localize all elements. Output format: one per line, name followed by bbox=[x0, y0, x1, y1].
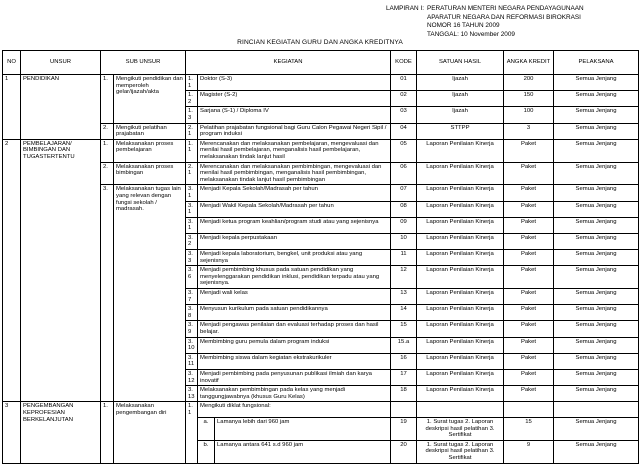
kegiatan-no: 3.6 bbox=[186, 266, 198, 289]
satuan-hasil: Laporan Penilaian Kinerja bbox=[417, 289, 504, 305]
kegiatan-no: 3.9 bbox=[186, 321, 198, 337]
pelaksana: Semua Jenjang bbox=[554, 386, 639, 402]
sub-unsur-name: Melaksanakan pengembangan diri bbox=[114, 402, 186, 463]
pelaksana: Semua Jenjang bbox=[554, 440, 639, 463]
kode: 17 bbox=[391, 369, 417, 385]
kegiatan-no: 3.10 bbox=[186, 337, 198, 353]
kegiatan-no: 3.1 bbox=[186, 201, 198, 217]
kegiatan-text: Menjadi pembimbing khusus pada satuan pendidikan yang menyelenggarakan pendidikan inklusi, pendidikan terpadu atau yang sejenisnya. bbox=[198, 266, 391, 289]
col-satuan-hasil: SATUAN HASIL bbox=[417, 51, 504, 75]
angka-kredit bbox=[504, 402, 554, 418]
document-header bbox=[386, 5, 636, 39]
kode: 01 bbox=[391, 75, 417, 91]
kegiatan-no: 3.7 bbox=[186, 289, 198, 305]
header-line-4: TANGGAL: 10 November 2009 bbox=[427, 30, 515, 38]
kegiatan-no: 3.3 bbox=[186, 250, 198, 266]
kegiatan-text: Merencanakan dan melaksanakan pembelajaran, mengevaluasi dan menilai hasil pembelajaran, menganalisis hasil pembelajaran, melaksanakan tindak lanjut hasil bbox=[198, 139, 391, 162]
satuan-hasil: Ijazah bbox=[417, 91, 504, 107]
satuan-hasil bbox=[417, 402, 504, 418]
satuan-hasil: Ijazah bbox=[417, 75, 504, 91]
kegiatan-text: Menjadi kepala laboratorium, bengkel, unit produksi atau yang sejenisnya bbox=[198, 250, 391, 266]
satuan-hasil: Laporan Penilaian Kinerja bbox=[417, 266, 504, 289]
sub-unsur-no: 3. bbox=[101, 185, 114, 402]
sub-unsur-no: 2. bbox=[101, 123, 114, 139]
angka-kredit: 15 bbox=[504, 418, 554, 441]
sub-unsur-name: Mengikuti pendidikan dan memperoleh gelar/ijazah/akta bbox=[114, 75, 186, 124]
kegiatan-text: Lamanya antara 641 s.d 960 jam bbox=[215, 440, 391, 463]
pelaksana: Semua Jenjang bbox=[554, 369, 639, 385]
satuan-hasil: Ijazah bbox=[417, 107, 504, 123]
unsur-name: PENDIDIKAN bbox=[21, 75, 101, 140]
kode: 18 bbox=[391, 386, 417, 402]
sub-unsur-name: Melaksanakan proses pembelajaran bbox=[114, 139, 186, 162]
angka-kredit: Paket bbox=[504, 369, 554, 385]
pelaksana bbox=[554, 402, 639, 418]
angka-kredit: 100 bbox=[504, 107, 554, 123]
angka-kredit: 3 bbox=[504, 123, 554, 139]
kegiatan-no: 3.13 bbox=[186, 386, 198, 402]
header-line-2: APARATUR NEGARA DAN REFORMASI BIROKRASI bbox=[427, 13, 581, 21]
kode: 14 bbox=[391, 305, 417, 321]
satuan-hasil: 1. Surat tugas 2. Laporan deskripsi hasil pelatihan 3. Sertifikat bbox=[417, 440, 504, 463]
kode: 04 bbox=[391, 123, 417, 139]
sub-unsur-no: 1. bbox=[101, 139, 114, 162]
sub-unsur-name: Melaksanakan tugas lain yang relevan dengan fungsi sekolah / madrasah. bbox=[114, 185, 186, 402]
kode: 13 bbox=[391, 289, 417, 305]
angka-kredit: Paket bbox=[504, 266, 554, 289]
kode: 08 bbox=[391, 201, 417, 217]
header-line-3: NOMOR 16 TAHUN 2009 bbox=[427, 22, 500, 30]
sub-unsur-no: 1. bbox=[101, 75, 114, 124]
kegiatan-no: 1.1 bbox=[186, 75, 198, 91]
pelaksana: Semua Jenjang bbox=[554, 139, 639, 162]
kode: 15 bbox=[391, 321, 417, 337]
satuan-hasil: Laporan Penilaian Kinerja bbox=[417, 162, 504, 185]
kegiatan-letter: b. bbox=[198, 440, 215, 463]
col-unsur: UNSUR bbox=[21, 51, 101, 75]
kegiatan-no: 3.1 bbox=[186, 185, 198, 201]
kegiatan-no: 3.8 bbox=[186, 305, 198, 321]
kegiatan-text: Doktor (S-3) bbox=[198, 75, 391, 91]
pelaksana: Semua Jenjang bbox=[554, 353, 639, 369]
angka-kredit: 150 bbox=[504, 91, 554, 107]
kegiatan-no: 1.1 bbox=[186, 402, 198, 418]
angka-kredit: Paket bbox=[504, 162, 554, 185]
pelaksana: Semua Jenjang bbox=[554, 418, 639, 441]
kegiatan-no: 3.11 bbox=[186, 353, 198, 369]
pelaksana: Semua Jenjang bbox=[554, 233, 639, 249]
document-title: RINCIAN KEGIATAN GURU DAN ANGKA KREDITNYA bbox=[237, 39, 403, 46]
satuan-hasil: Laporan Penilaian Kinerja bbox=[417, 185, 504, 201]
satuan-hasil: Laporan Penilaian Kinerja bbox=[417, 250, 504, 266]
pelaksana: Semua Jenjang bbox=[554, 266, 639, 289]
kode: 11 bbox=[391, 250, 417, 266]
kode: 09 bbox=[391, 217, 417, 233]
kegiatan-text: Menjadi wali kelas bbox=[198, 289, 391, 305]
kode bbox=[391, 402, 417, 418]
pelaksana: Semua Jenjang bbox=[554, 123, 639, 139]
table-header-row bbox=[3, 51, 639, 75]
kode: 06 bbox=[391, 162, 417, 185]
pelaksana: Semua Jenjang bbox=[554, 162, 639, 185]
kegiatan-text: Magister (S-2) bbox=[198, 91, 391, 107]
kegiatan-text: Merencanakan dan melaksanakan pembimbingan, mengevaluasi dan menilai hasil pembimbingan, menganalisis hasil pembimbingan, melaksanakan tindak lanjut hasil pembimbingan bbox=[198, 162, 391, 185]
sub-unsur-no: 2. bbox=[101, 162, 114, 185]
kode: 19 bbox=[391, 418, 417, 441]
kegiatan-no-spacer bbox=[186, 440, 198, 463]
col-sub-unsur: SUB UNSUR bbox=[101, 51, 186, 75]
satuan-hasil: Laporan Penilaian Kinerja bbox=[417, 217, 504, 233]
pelaksana: Semua Jenjang bbox=[554, 321, 639, 337]
header-line-1: PERATURAN MENTERI NEGARA PENDAYAGUNAAN bbox=[427, 5, 584, 12]
kegiatan-letter: a. bbox=[198, 418, 215, 441]
kegiatan-text: Pelatihan prajabatan fungsional bagi Guru Calon Pegawai Negeri Sipil / program induksi bbox=[198, 123, 391, 139]
pelaksana: Semua Jenjang bbox=[554, 250, 639, 266]
angka-kredit: Paket bbox=[504, 139, 554, 162]
pelaksana: Semua Jenjang bbox=[554, 107, 639, 123]
kegiatan-no: 2.1 bbox=[186, 123, 198, 139]
kegiatan-text: Menjadi ketua program keahlian/program studi atau yang sejenisnya bbox=[198, 217, 391, 233]
unsur-no: 2 bbox=[3, 139, 21, 402]
angka-kredit: Paket bbox=[504, 185, 554, 201]
satuan-hasil: Laporan Penilaian Kinerja bbox=[417, 305, 504, 321]
pelaksana: Semua Jenjang bbox=[554, 305, 639, 321]
kode: 03 bbox=[391, 107, 417, 123]
pelaksana: Semua Jenjang bbox=[554, 75, 639, 91]
kegiatan-no: 1.2 bbox=[186, 91, 198, 107]
table-row bbox=[3, 75, 639, 91]
kegiatan-no: 1.3 bbox=[186, 107, 198, 123]
satuan-hasil: Laporan Penilaian Kinerja bbox=[417, 139, 504, 162]
angka-kredit: Paket bbox=[504, 337, 554, 353]
satuan-hasil: Laporan Penilaian Kinerja bbox=[417, 353, 504, 369]
kegiatan-no: 3.1 bbox=[186, 217, 198, 233]
pelaksana: Semua Jenjang bbox=[554, 337, 639, 353]
pelaksana: Semua Jenjang bbox=[554, 185, 639, 201]
kegiatan-no: 2.1 bbox=[186, 162, 198, 185]
kode: 05 bbox=[391, 139, 417, 162]
kegiatan-text: Lamanya lebih dari 960 jam bbox=[215, 418, 391, 441]
angka-kredit: Paket bbox=[504, 386, 554, 402]
satuan-hasil: Laporan Penilaian Kinerja bbox=[417, 386, 504, 402]
kode: 12 bbox=[391, 266, 417, 289]
kegiatan-text: Membimbing guru pemula dalam program induksi bbox=[198, 337, 391, 353]
satuan-hasil: Laporan Penilaian Kinerja bbox=[417, 201, 504, 217]
col-angka-kredit: ANGKA KREDIT bbox=[504, 51, 554, 75]
unsur-name: PEMBELAJARAN/ BIMBINGAN DAN TUGASTERTENTU bbox=[21, 139, 101, 402]
unsur-no: 3 bbox=[3, 402, 21, 463]
unsur-no: 1 bbox=[3, 75, 21, 140]
kegiatan-text: Melaksanakan pembimbingan pada kelas yang menjadi tanggungjawabnya (khusus Guru Kelas) bbox=[198, 386, 391, 402]
kegiatan-no: 3.12 bbox=[186, 369, 198, 385]
kegiatan-text: Menjadi Kepala Sekolah/Madrasah per tahun bbox=[198, 185, 391, 201]
pelaksana: Semua Jenjang bbox=[554, 289, 639, 305]
kegiatan-text: Menjadi Wakil Kepala Sekolah/Madrasah per tahun bbox=[198, 201, 391, 217]
col-pelaksana: PELAKSANA bbox=[554, 51, 639, 75]
col-kegiatan: KEGIATAN bbox=[186, 51, 391, 75]
angka-kredit: Paket bbox=[504, 217, 554, 233]
unsur-name: PENGEMBANGAN KEPROFESIAN BERKELANJUTAN bbox=[21, 402, 101, 463]
satuan-hasil: Laporan Penilaian Kinerja bbox=[417, 369, 504, 385]
satuan-hasil: 1. Surat tugas 2. Laporan deskripsi hasil pelatihan 3. Sertifikat bbox=[417, 418, 504, 441]
col-no: NO bbox=[3, 51, 21, 75]
angka-kredit: Paket bbox=[504, 353, 554, 369]
kegiatan-text: Sarjana (S-1) / Diploma IV bbox=[198, 107, 391, 123]
satuan-hasil: Laporan Penilaian Kinerja bbox=[417, 337, 504, 353]
pelaksana: Semua Jenjang bbox=[554, 91, 639, 107]
angka-kredit: Paket bbox=[504, 321, 554, 337]
kode: 20 bbox=[391, 440, 417, 463]
kode: 02 bbox=[391, 91, 417, 107]
lampiran-label: LAMPIRAN I: bbox=[386, 5, 424, 12]
kegiatan-no: 3.2 bbox=[186, 233, 198, 249]
kode: 16 bbox=[391, 353, 417, 369]
angka-kredit: Paket bbox=[504, 305, 554, 321]
table-row bbox=[3, 402, 639, 418]
sub-unsur-name: Melaksanakan proses bimbingan bbox=[114, 162, 186, 185]
sub-unsur-no: 1. bbox=[101, 402, 114, 463]
angka-kredit: Paket bbox=[504, 201, 554, 217]
table-row bbox=[3, 139, 639, 162]
angka-kredit: Paket bbox=[504, 233, 554, 249]
kegiatan-text: Menyusun kurikulum pada satuan pendidikannya bbox=[198, 305, 391, 321]
kegiatan-no: 1.1 bbox=[186, 139, 198, 162]
kode: 07 bbox=[391, 185, 417, 201]
sub-unsur-name: Mengikuti pelatihan prajabatan bbox=[114, 123, 186, 139]
angka-kredit: 200 bbox=[504, 75, 554, 91]
angka-kredit: Paket bbox=[504, 289, 554, 305]
satuan-hasil: Laporan Penilaian Kinerja bbox=[417, 233, 504, 249]
kegiatan-text: Menjadi pembimbing pada penyusunan publikasi ilmiah dan karya inovatif bbox=[198, 369, 391, 385]
kode: 10 bbox=[391, 233, 417, 249]
kegiatan-text: Mengikuti diklat fungsional: bbox=[198, 402, 391, 418]
kegiatan-text: Menjadi pengawas penilaian dan evaluasi terhadap proses dan hasil belajar. bbox=[198, 321, 391, 337]
satuan-hasil: STTPP bbox=[417, 123, 504, 139]
angka-kredit: 9 bbox=[504, 440, 554, 463]
pelaksana: Semua Jenjang bbox=[554, 201, 639, 217]
kegiatan-no-spacer bbox=[186, 418, 198, 441]
kode: 15.a bbox=[391, 337, 417, 353]
kegiatan-text: Membimbing siswa dalam kegiatan ekstrakurikuler bbox=[198, 353, 391, 369]
satuan-hasil: Laporan Penilaian Kinerja bbox=[417, 321, 504, 337]
angka-kredit: Paket bbox=[504, 250, 554, 266]
kegiatan-text: Menjadi kepala perpustakaan bbox=[198, 233, 391, 249]
pelaksana: Semua Jenjang bbox=[554, 217, 639, 233]
col-kode: KODE bbox=[391, 51, 417, 75]
kegiatan-table bbox=[2, 50, 639, 464]
